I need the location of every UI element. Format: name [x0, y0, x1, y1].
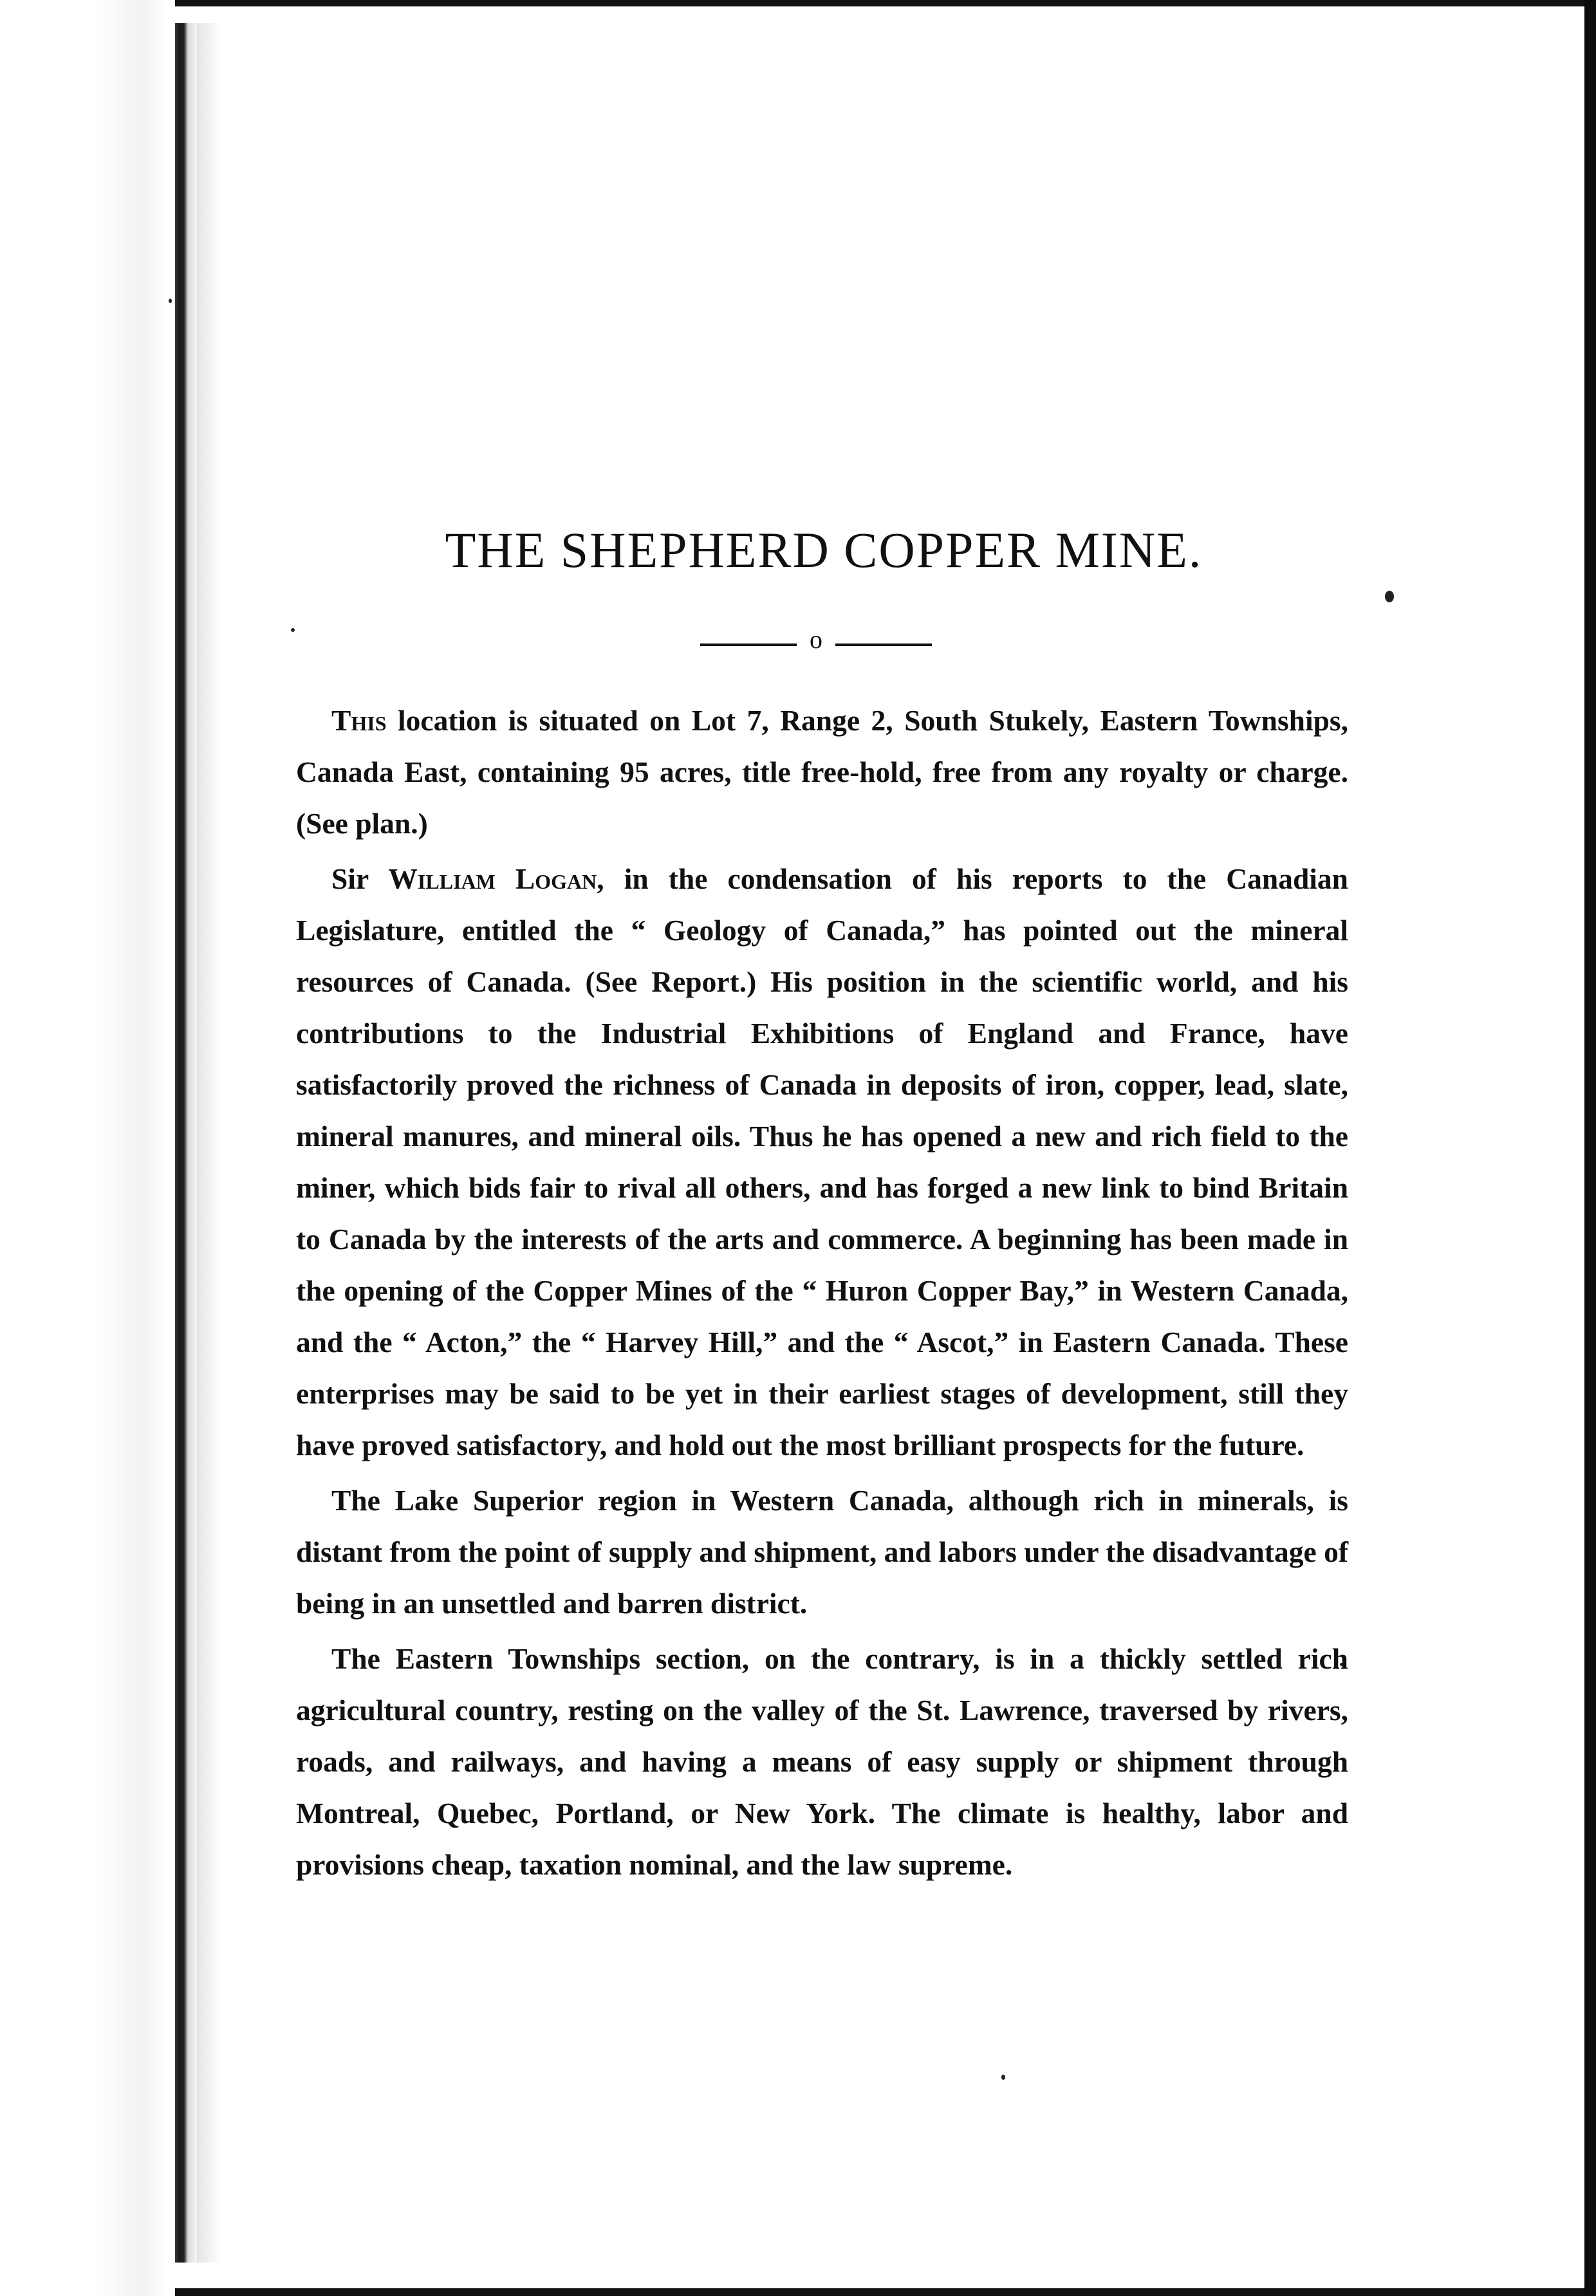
page-title: THE SHEPHERD COPPER MINE.	[445, 522, 1203, 578]
paragraph-pre: Sir	[331, 862, 389, 895]
page-margin-left	[0, 0, 174, 2296]
scan-speck	[169, 299, 172, 303]
paragraph-logan	[296, 853, 1348, 1471]
title-rule	[700, 625, 932, 654]
page-gutter	[175, 23, 197, 2263]
page-border-top	[175, 0, 1596, 6]
paragraph-lead: William Logan	[388, 862, 597, 895]
page-border-right	[1584, 0, 1596, 2296]
gutter-shadow	[197, 23, 223, 2263]
scan-speck	[291, 628, 295, 632]
scan-speck	[1001, 2075, 1005, 2080]
paragraph-text: location is situated on Lot 7, Range 2, South Stukely, Eastern Townships, Canada East, containing 95 acres, title free-hold, free from any royalty or charge. (See plan.)	[296, 704, 1348, 840]
paragraph-location	[296, 695, 1348, 849]
paragraph-text: , in the condensation of his reports to the Canadian Legislature, entitled the “ Geology of Canada,” has pointed out the mineral resources of Canada. (See Report.) His position in the scientific world, and his contributions to the Industrial Exhibitions of England and France, have satisfactorily proved the richness of Canada in deposits of iron, copper, lead, slate, mineral manures, and mineral oils. Thus he has opened a new and rich field to the miner, which bids fair to rival all others, and has forged a new link to bind Britain to Canada by the interests of the arts and commerce. A beginning has been made in the opening of the Copper Mines of the “ Huron Copper Bay,” in Western Canada, and the “ Acton,” the “ Harvey Hill,” and the “ Ascot,” in Eastern Canada. These enterprises may be said to be yet in their earliest stages of development, still they have proved satisfactory, and hold out the most brilliant prospects for the future.	[296, 862, 1348, 1461]
paragraph-text: The Eastern Townships section, on the contrary, is in a thickly settled rich agricultural country, resting on the valley of the St. Lawrence, traversed by rivers, roads, and railways, and having a means of easy supply or shipment through Montreal, Quebec, Portland, or New York. The climate is healthy, labor and provisions cheap, taxation nominal, and the law supreme.	[296, 1642, 1348, 1881]
body-text	[296, 695, 1348, 1894]
rule-line-right	[835, 643, 932, 646]
paragraph-eastern-townships	[296, 1633, 1348, 1891]
paragraph-text: The Lake Superior region in Western Canada, although rich in minerals, is distant from the point of supply and shipment, and labors under the disadvantage of being in an unsettled and barren district.	[296, 1484, 1348, 1620]
page-border-bottom	[175, 2288, 1596, 2296]
scan-speck	[1385, 591, 1394, 602]
rule-line-left	[700, 643, 797, 646]
paragraph-lead: This	[331, 704, 387, 737]
paragraph-lake-superior	[296, 1475, 1348, 1629]
rule-ornament: o	[810, 625, 822, 654]
